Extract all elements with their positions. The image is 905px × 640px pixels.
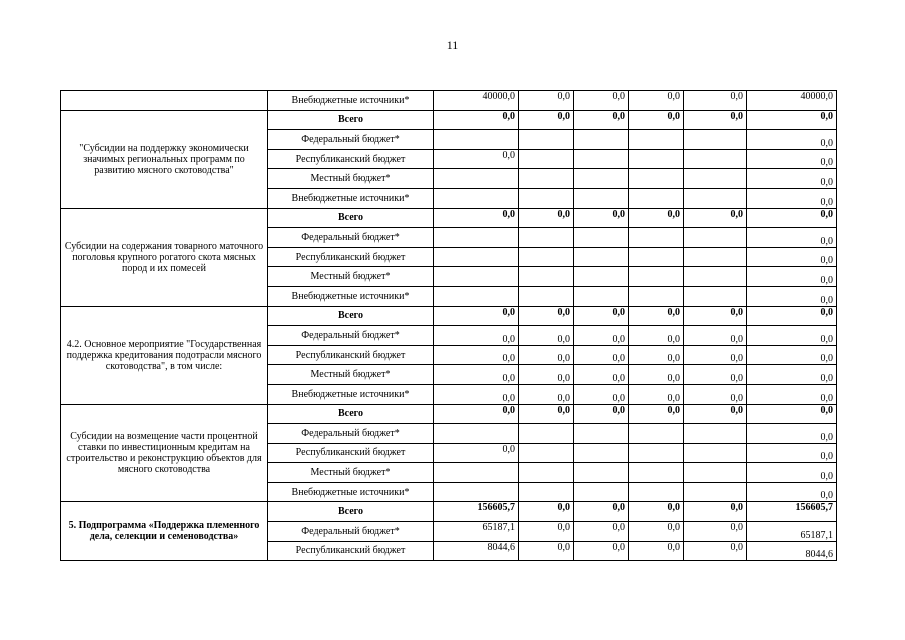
program-name-cell: Субсидии на возмещение части процентной ставки по инвестиционным кредитам на строительство и реконструкцию объектов для мясного скотоводства <box>61 404 268 502</box>
value-col-2-cell <box>519 169 574 189</box>
total-col-cell: 40000,0 <box>747 91 837 111</box>
program-name-cell <box>61 91 268 111</box>
total-col-cell: 0,0 <box>747 463 837 483</box>
value-col-2-cell: 0,0 <box>519 110 574 130</box>
value-col-4-cell: 0,0 <box>629 345 684 365</box>
value-col-2-cell <box>519 130 574 150</box>
value-col-3-cell: 0,0 <box>574 345 629 365</box>
value-col-4-cell <box>629 169 684 189</box>
value-col-3-cell: 0,0 <box>574 208 629 228</box>
value-col-3-cell: 0,0 <box>574 306 629 326</box>
value-col-2-cell: 0,0 <box>519 326 574 346</box>
value-col-5-cell <box>684 482 747 502</box>
value-col-1-cell <box>434 267 519 287</box>
total-col-cell: 0,0 <box>747 286 837 306</box>
funding-source-cell: Всего <box>268 404 434 424</box>
value-col-4-cell: 0,0 <box>629 326 684 346</box>
total-col-cell: 0,0 <box>747 247 837 267</box>
value-col-2-cell: 0,0 <box>519 345 574 365</box>
program-name-cell: Субсидии на содержания товарного маточного поголовья крупного рогатого скота мясных пород и их помесей <box>61 208 268 306</box>
value-col-5-cell: 0,0 <box>684 306 747 326</box>
value-col-4-cell: 0,0 <box>629 365 684 385</box>
value-col-5-cell: 0,0 <box>684 404 747 424</box>
total-col-cell: 0,0 <box>747 404 837 424</box>
funding-source-cell: Внебюджетные источники* <box>268 91 434 111</box>
value-col-3-cell <box>574 424 629 444</box>
value-col-3-cell: 0,0 <box>574 326 629 346</box>
value-col-1-cell: 0,0 <box>434 326 519 346</box>
value-col-2-cell <box>519 424 574 444</box>
funding-source-cell: Всего <box>268 208 434 228</box>
table-row <box>61 208 837 228</box>
value-col-3-cell <box>574 482 629 502</box>
funding-source-cell: Федеральный бюджет* <box>268 130 434 150</box>
value-col-2-cell: 0,0 <box>519 208 574 228</box>
value-col-1-cell: 0,0 <box>434 384 519 404</box>
funding-source-cell: Внебюджетные источники* <box>268 384 434 404</box>
total-col-cell: 0,0 <box>747 149 837 169</box>
value-col-5-cell: 0,0 <box>684 326 747 346</box>
value-col-5-cell <box>684 188 747 208</box>
value-col-5-cell: 0,0 <box>684 365 747 385</box>
value-col-3-cell <box>574 463 629 483</box>
total-col-cell: 0,0 <box>747 384 837 404</box>
total-col-cell: 0,0 <box>747 326 837 346</box>
value-col-2-cell <box>519 443 574 463</box>
funding-source-cell: Внебюджетные источники* <box>268 286 434 306</box>
total-col-cell: 0,0 <box>747 110 837 130</box>
value-col-4-cell <box>629 443 684 463</box>
total-col-cell: 156605,7 <box>747 502 837 522</box>
value-col-2-cell <box>519 149 574 169</box>
value-col-1-cell: 0,0 <box>434 443 519 463</box>
funding-source-cell: Федеральный бюджет* <box>268 424 434 444</box>
total-col-cell: 0,0 <box>747 130 837 150</box>
value-col-1-cell: 0,0 <box>434 110 519 130</box>
value-col-1-cell: 40000,0 <box>434 91 519 111</box>
value-col-3-cell <box>574 149 629 169</box>
value-col-2-cell <box>519 463 574 483</box>
value-col-4-cell: 0,0 <box>629 541 684 561</box>
value-col-5-cell: 0,0 <box>684 522 747 542</box>
value-col-3-cell: 0,0 <box>574 541 629 561</box>
value-col-1-cell <box>434 424 519 444</box>
page-number: 11 <box>446 38 459 52</box>
value-col-5-cell <box>684 169 747 189</box>
table-row <box>61 91 837 111</box>
funding-source-cell: Федеральный бюджет* <box>268 522 434 542</box>
value-col-1-cell: 0,0 <box>434 404 519 424</box>
value-col-1-cell <box>434 463 519 483</box>
value-col-4-cell: 0,0 <box>629 384 684 404</box>
funding-source-cell: Внебюджетные источники* <box>268 482 434 502</box>
value-col-1-cell: 0,0 <box>434 208 519 228</box>
value-col-3-cell <box>574 130 629 150</box>
value-col-4-cell <box>629 482 684 502</box>
value-col-2-cell: 0,0 <box>519 522 574 542</box>
value-col-1-cell <box>434 130 519 150</box>
value-col-4-cell <box>629 188 684 208</box>
value-col-4-cell <box>629 149 684 169</box>
value-col-2-cell: 0,0 <box>519 365 574 385</box>
total-col-cell: 65187,1 <box>747 522 837 542</box>
table-row <box>61 502 837 522</box>
value-col-5-cell <box>684 443 747 463</box>
total-col-cell: 0,0 <box>747 208 837 228</box>
value-col-4-cell: 0,0 <box>629 306 684 326</box>
value-col-2-cell <box>519 286 574 306</box>
funding-source-cell: Республиканский бюджет <box>268 541 434 561</box>
value-col-1-cell: 8044,6 <box>434 541 519 561</box>
total-col-cell: 0,0 <box>747 424 837 444</box>
value-col-1-cell <box>434 228 519 248</box>
total-col-cell: 0,0 <box>747 188 837 208</box>
value-col-2-cell: 0,0 <box>519 541 574 561</box>
value-col-1-cell <box>434 247 519 267</box>
value-col-4-cell: 0,0 <box>629 502 684 522</box>
total-col-cell: 0,0 <box>747 306 837 326</box>
value-col-4-cell: 0,0 <box>629 91 684 111</box>
value-col-3-cell <box>574 247 629 267</box>
value-col-5-cell: 0,0 <box>684 91 747 111</box>
value-col-3-cell <box>574 188 629 208</box>
value-col-4-cell <box>629 267 684 287</box>
value-col-1-cell <box>434 482 519 502</box>
value-col-4-cell: 0,0 <box>629 522 684 542</box>
value-col-1-cell <box>434 188 519 208</box>
funding-source-cell: Местный бюджет* <box>268 169 434 189</box>
value-col-1-cell: 0,0 <box>434 306 519 326</box>
value-col-3-cell: 0,0 <box>574 384 629 404</box>
total-col-cell: 0,0 <box>747 345 837 365</box>
total-col-cell: 0,0 <box>747 365 837 385</box>
funding-source-cell: Всего <box>268 110 434 130</box>
value-col-2-cell: 0,0 <box>519 91 574 111</box>
value-col-1-cell: 0,0 <box>434 365 519 385</box>
table-row <box>61 110 837 130</box>
funding-source-cell: Республиканский бюджет <box>268 345 434 365</box>
value-col-4-cell: 0,0 <box>629 110 684 130</box>
value-col-4-cell <box>629 247 684 267</box>
value-col-3-cell: 0,0 <box>574 110 629 130</box>
value-col-3-cell <box>574 286 629 306</box>
value-col-5-cell <box>684 228 747 248</box>
value-col-5-cell: 0,0 <box>684 541 747 561</box>
value-col-5-cell <box>684 286 747 306</box>
value-col-4-cell <box>629 228 684 248</box>
value-col-4-cell <box>629 463 684 483</box>
funding-source-cell: Республиканский бюджет <box>268 247 434 267</box>
funding-source-cell: Республиканский бюджет <box>268 443 434 463</box>
value-col-5-cell <box>684 463 747 483</box>
program-name-cell: 5. Подпрограмма «Поддержка племенного дела, селекции и семеноводства» <box>61 502 268 561</box>
value-col-4-cell: 0,0 <box>629 208 684 228</box>
value-col-3-cell <box>574 169 629 189</box>
funding-source-cell: Внебюджетные источники* <box>268 188 434 208</box>
value-col-3-cell: 0,0 <box>574 404 629 424</box>
value-col-1-cell: 156605,7 <box>434 502 519 522</box>
budget-table <box>60 90 837 561</box>
program-name-cell: "Субсидии на поддержку экономически значимых региональных программ по развитию мясного скотоводства" <box>61 110 268 208</box>
value-col-5-cell: 0,0 <box>684 110 747 130</box>
value-col-2-cell: 0,0 <box>519 404 574 424</box>
value-col-2-cell: 0,0 <box>519 502 574 522</box>
total-col-cell: 8044,6 <box>747 541 837 561</box>
funding-source-cell: Всего <box>268 306 434 326</box>
value-col-5-cell <box>684 247 747 267</box>
value-col-4-cell <box>629 286 684 306</box>
value-col-4-cell <box>629 130 684 150</box>
value-col-1-cell: 65187,1 <box>434 522 519 542</box>
value-col-2-cell: 0,0 <box>519 384 574 404</box>
value-col-2-cell <box>519 267 574 287</box>
value-col-1-cell: 0,0 <box>434 345 519 365</box>
value-col-5-cell: 0,0 <box>684 345 747 365</box>
program-name-cell: 4.2. Основное мероприятие "Государственная поддержка кредитования подотрасли мясного скотоводства", в том числе: <box>61 306 268 404</box>
value-col-1-cell <box>434 286 519 306</box>
value-col-4-cell <box>629 424 684 444</box>
value-col-1-cell <box>434 169 519 189</box>
total-col-cell: 0,0 <box>747 267 837 287</box>
value-col-5-cell <box>684 267 747 287</box>
value-col-5-cell: 0,0 <box>684 502 747 522</box>
value-col-5-cell <box>684 149 747 169</box>
value-col-5-cell <box>684 424 747 444</box>
funding-source-cell: Всего <box>268 502 434 522</box>
value-col-2-cell: 0,0 <box>519 306 574 326</box>
funding-source-cell: Федеральный бюджет* <box>268 228 434 248</box>
value-col-5-cell: 0,0 <box>684 208 747 228</box>
value-col-4-cell: 0,0 <box>629 404 684 424</box>
value-col-3-cell: 0,0 <box>574 365 629 385</box>
value-col-5-cell <box>684 130 747 150</box>
value-col-3-cell: 0,0 <box>574 522 629 542</box>
value-col-2-cell <box>519 482 574 502</box>
funding-source-cell: Местный бюджет* <box>268 365 434 385</box>
value-col-5-cell: 0,0 <box>684 384 747 404</box>
value-col-3-cell <box>574 443 629 463</box>
total-col-cell: 0,0 <box>747 482 837 502</box>
funding-source-cell: Федеральный бюджет* <box>268 326 434 346</box>
value-col-3-cell <box>574 228 629 248</box>
value-col-3-cell: 0,0 <box>574 91 629 111</box>
value-col-1-cell: 0,0 <box>434 149 519 169</box>
total-col-cell: 0,0 <box>747 169 837 189</box>
funding-source-cell: Местный бюджет* <box>268 463 434 483</box>
value-col-2-cell <box>519 188 574 208</box>
total-col-cell: 0,0 <box>747 443 837 463</box>
table-row <box>61 306 837 326</box>
value-col-2-cell <box>519 247 574 267</box>
total-col-cell: 0,0 <box>747 228 837 248</box>
funding-source-cell: Местный бюджет* <box>268 267 434 287</box>
funding-source-cell: Республиканский бюджет <box>268 149 434 169</box>
value-col-3-cell: 0,0 <box>574 502 629 522</box>
table-row <box>61 404 837 424</box>
value-col-2-cell <box>519 228 574 248</box>
value-col-3-cell <box>574 267 629 287</box>
